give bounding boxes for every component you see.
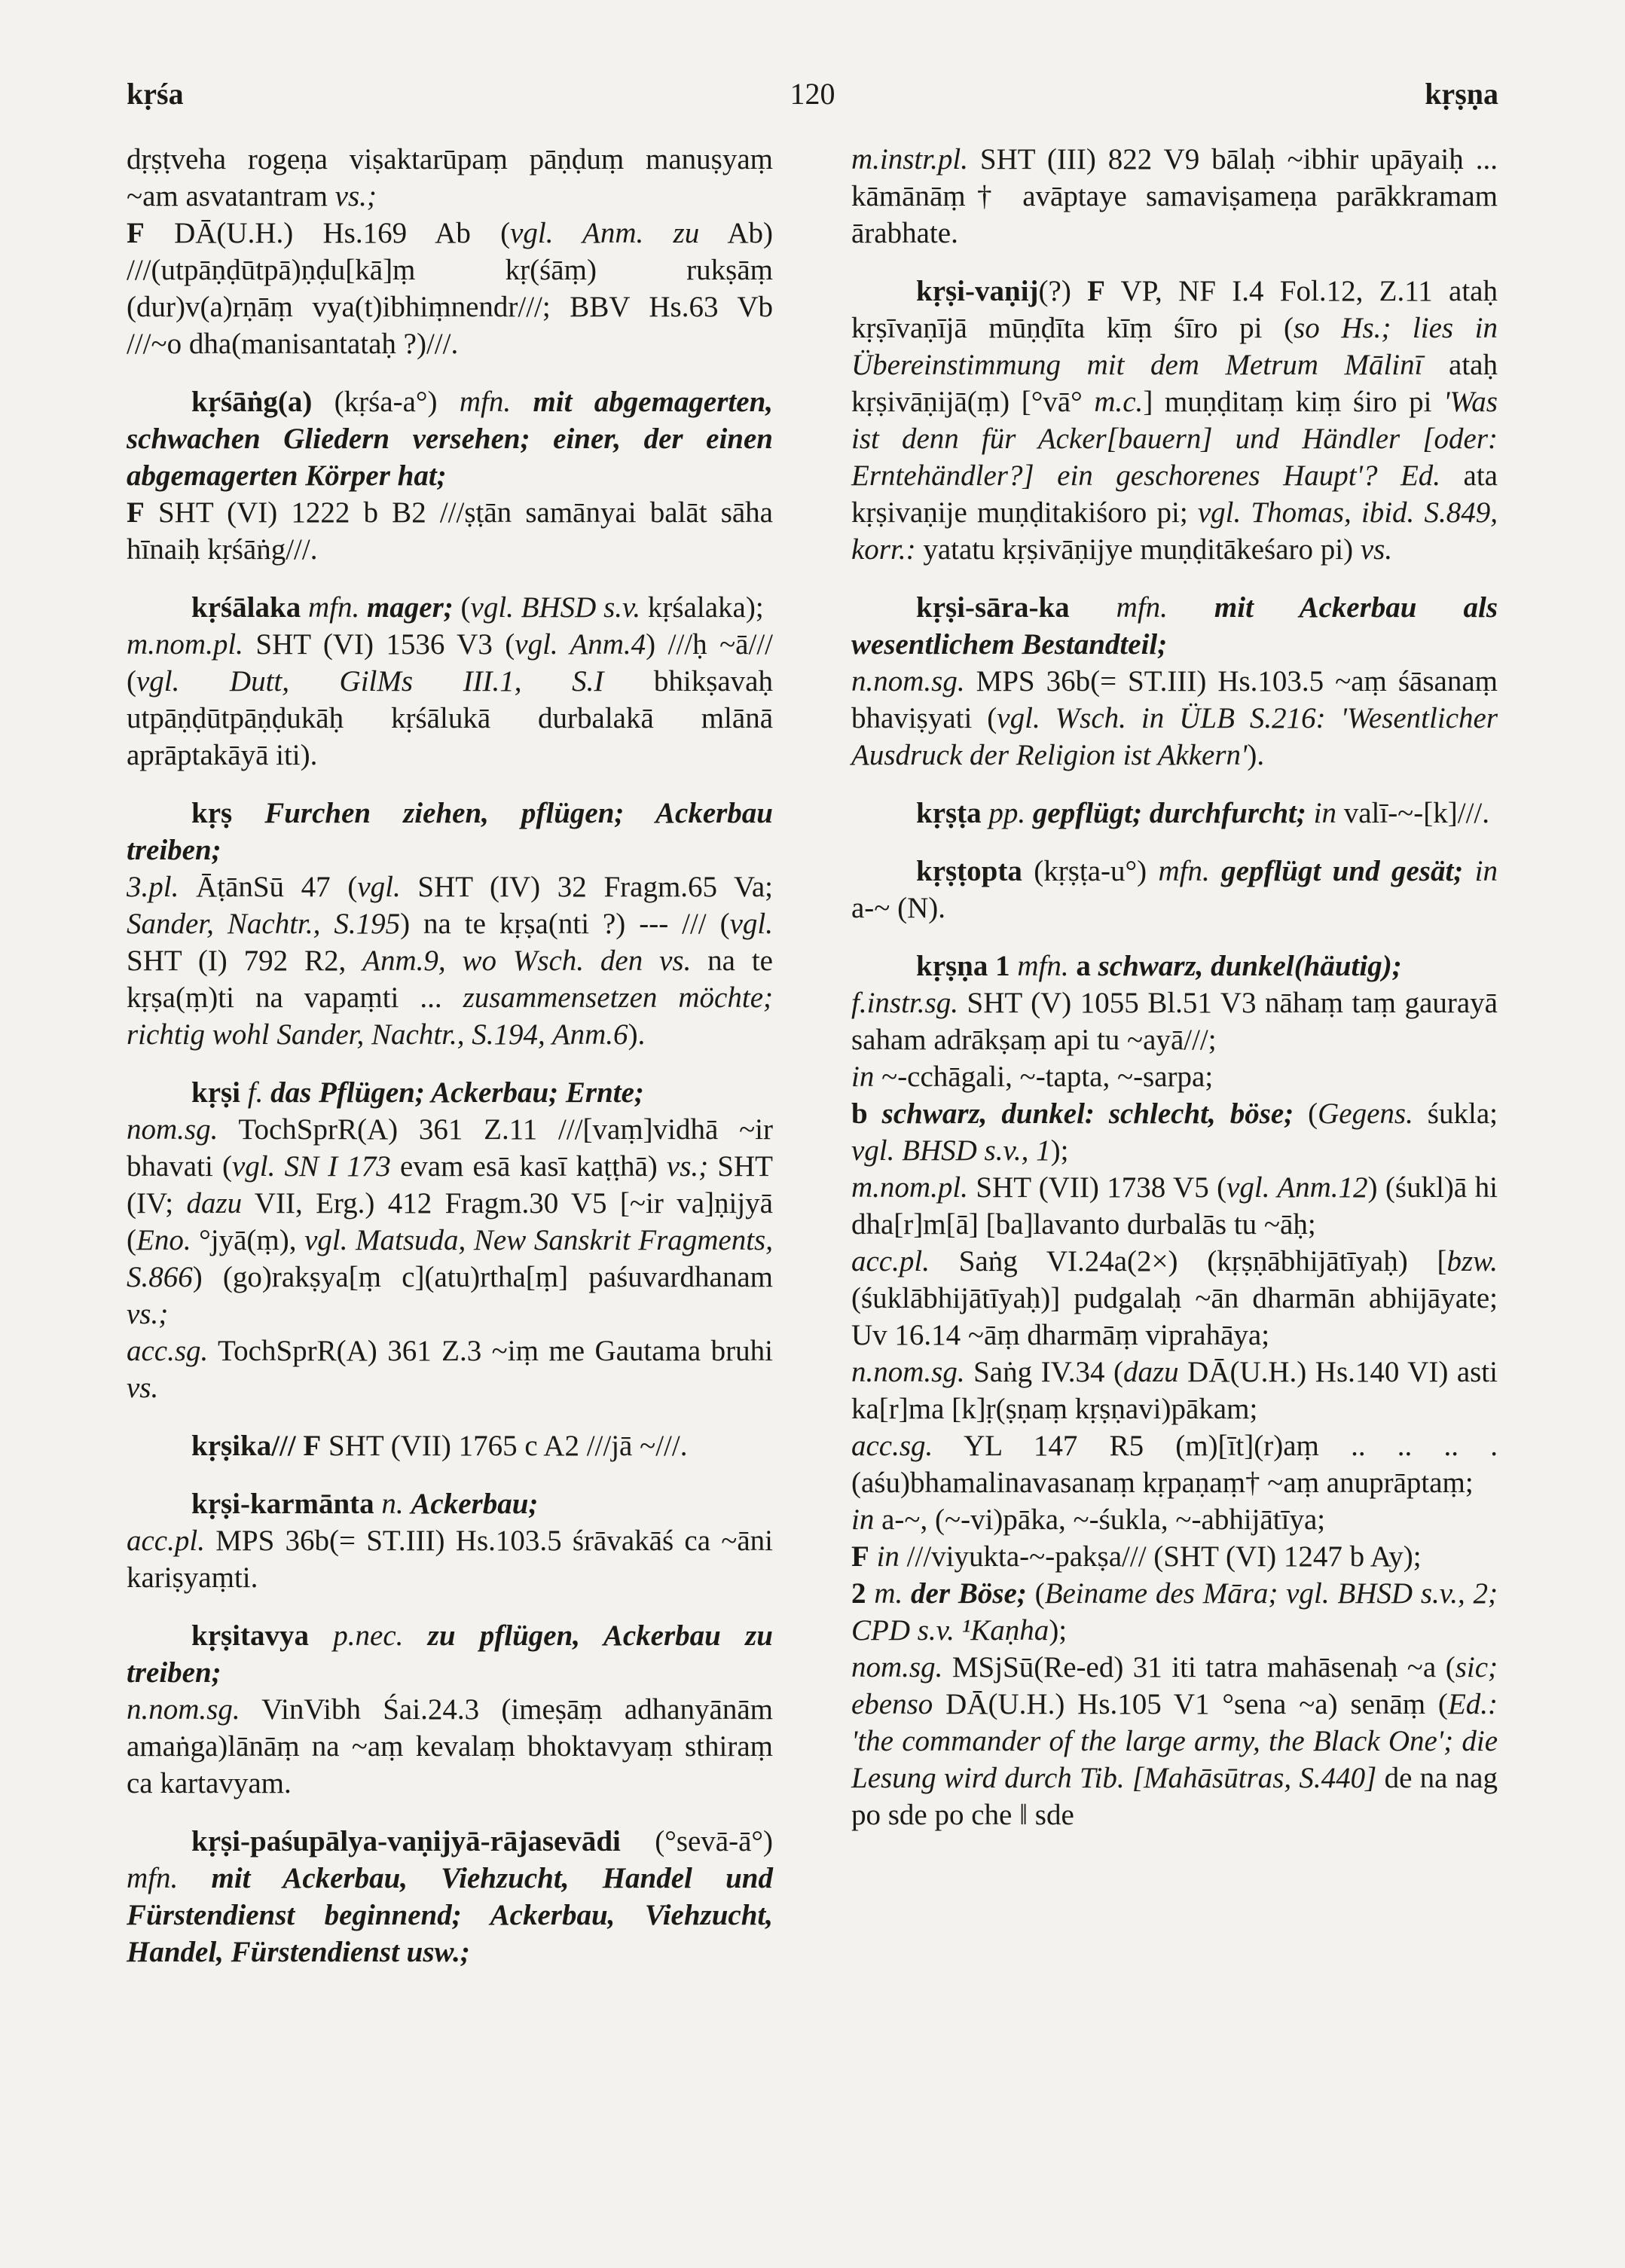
text-run: VII, Erg.) 412 Fragm.30 V5 [~ir va]ṇijyā ( bbox=[127, 1187, 773, 1256]
text-run: Ackerbau; bbox=[411, 1488, 539, 1520]
text-run: ) (śukl)ā hi dha[r]m[ā] [ba]lavanto durbalās tu ~āḥ; bbox=[851, 1171, 1498, 1241]
text-run: yatatu kṛṣivāṇijye muṇḍitākeśaro pi) bbox=[915, 533, 1361, 566]
text-run: kṛṣ bbox=[191, 797, 233, 829]
text-run: SHT (III) 822 V9 bālaḥ ~ibhir upāyaiḥ ... kāmānāṃ† avāptaye samaviṣameṇa parākkramam ārabhate. bbox=[851, 143, 1498, 249]
text-run: b bbox=[851, 1097, 882, 1130]
text-run: Anm.9, wo Wsch. den vs. bbox=[362, 945, 692, 977]
dictionary-paragraph bbox=[127, 626, 773, 774]
text-run: nom.sg. bbox=[851, 1651, 943, 1683]
text-run: SHT (IV) 32 Fragm.65 Va; bbox=[400, 871, 773, 903]
text-run: Ed. bbox=[1400, 459, 1441, 492]
text-run: n. bbox=[374, 1488, 411, 1520]
text-run: sic; ebenso bbox=[851, 1651, 1498, 1720]
text-run: ). bbox=[628, 1018, 646, 1051]
text-run: acc.pl. bbox=[851, 1245, 930, 1277]
text-run: SHT (I) 792 R2, bbox=[127, 945, 363, 977]
text-run bbox=[296, 1430, 304, 1462]
text-run: Beiname des Māra; vgl. BHSD s.v., 2; CPD s.v. ¹Kaṇha bbox=[851, 1577, 1498, 1647]
text-run: 'Was ist denn für Acker[bauern] und Händler [oder: Erntehändler?] ein geschorenes Haupt'? bbox=[851, 386, 1498, 492]
text-run: n.nom.sg. bbox=[851, 1356, 965, 1388]
text-run: na te kṛṣa(ṃ)ti na vapaṃti ... bbox=[127, 945, 773, 1014]
text-run: Furchen ziehen, pflügen; Ackerbau treiben; bbox=[127, 797, 773, 866]
dictionary-paragraph bbox=[127, 795, 773, 868]
text-run: F bbox=[127, 217, 145, 249]
guide-word-right: kṛṣṇa bbox=[1425, 77, 1498, 111]
text-run: (?) bbox=[1038, 275, 1088, 307]
dictionary-paragraph bbox=[851, 1243, 1498, 1354]
dictionary-paragraph bbox=[851, 948, 1498, 984]
text-run: schwarz, dunkel: schlecht, böse; bbox=[881, 1097, 1294, 1130]
dictionary-paragraph bbox=[851, 795, 1498, 832]
text-run: SHT (IV; bbox=[127, 1150, 773, 1219]
text-run: vgl. Anm.12 bbox=[1226, 1171, 1368, 1204]
text-run: gepflügt; durchfurcht; bbox=[1032, 797, 1306, 829]
text-run: vgl. Anm.4 bbox=[515, 628, 646, 661]
text-run: zusammensetzen möchte; richtig wohl Sander, Nachtr., S.194, Anm.6 bbox=[127, 981, 773, 1051]
text-run: DĀ(U.H.) Hs.169 Ab ( bbox=[144, 217, 511, 249]
right-column bbox=[851, 141, 1498, 1970]
text-run: ) (go)rakṣya[ṃ c](atu)rtha[ṃ] paśuvardhanam bbox=[192, 1261, 773, 1293]
text-run: DĀ(U.H.) Hs.105 V1 °sena ~a) senāṃ ( bbox=[933, 1688, 1448, 1720]
text-run: F bbox=[127, 496, 145, 529]
text-run: ///viyukta-~-pakṣa/// (SHT (VI) 1247 b Ay); bbox=[906, 1540, 1422, 1573]
left-column bbox=[127, 141, 773, 1970]
text-run: SHT (VII) 1765 c A2 ///jā ~///. bbox=[321, 1430, 688, 1462]
text-run: vgl. Dutt, GilMs III.1, S.I bbox=[136, 665, 604, 697]
text-run: kṛṣi-paśupālya-vaṇijyā-rājasevādi bbox=[191, 1825, 621, 1857]
text-run: Saṅg VI.24a(2×) (kṛṣṇābhijātīyaḥ) [ bbox=[929, 1245, 1447, 1277]
dictionary-paragraph bbox=[851, 1575, 1498, 1649]
dictionary-paragraph bbox=[127, 1427, 773, 1464]
text-run: SHT (VI) 1536 V3 ( bbox=[243, 628, 515, 661]
text-run: vgl. bbox=[729, 908, 773, 940]
text-run: m. bbox=[874, 1577, 912, 1610]
text-run: vs.; bbox=[334, 180, 377, 212]
text-run: de na nag po sde po che ‖ sde bbox=[851, 1762, 1498, 1831]
text-run: vgl. Matsuda, New Sanskrit Fragments, S.866 bbox=[127, 1224, 773, 1293]
text-run: ~-cchāgali, ~-tapta, ~-sarpa; bbox=[874, 1061, 1214, 1093]
text-run: kṛṣṇa 1 bbox=[916, 950, 1010, 982]
text-run: MPS 36b(= ST.III) Hs.103.5 śrāvakāś ca ~āni kariṣyaṃti. bbox=[127, 1525, 773, 1594]
text-run: vgl. Wsch. in ÜLB S.216: 'Wesentlicher Ausdruck der Religion ist Akkern' bbox=[851, 702, 1498, 771]
text-run: vs. bbox=[1360, 533, 1393, 566]
text-run: ) na te kṛṣa(nti ?) --- /// ( bbox=[400, 908, 730, 940]
text-run: ( bbox=[1026, 1577, 1045, 1610]
text-run: in bbox=[869, 1540, 907, 1573]
text-run: p.nec. bbox=[309, 1619, 428, 1652]
text-run: acc.sg. bbox=[127, 1335, 209, 1367]
text-run: mfn. bbox=[127, 1862, 212, 1894]
text-run: vgl. SN I 173 bbox=[231, 1150, 391, 1183]
text-run: mager; bbox=[366, 591, 454, 624]
text-run: kṛṣi-karmānta bbox=[191, 1488, 374, 1520]
text-run: ( bbox=[453, 591, 471, 624]
text-run: SHT (VI) 1222 b B2 ///ṣṭān samānyai balāt sāha hīnaiḥ kṛśāṅg///. bbox=[127, 496, 773, 566]
dictionary-paragraph bbox=[127, 215, 773, 362]
text-run: (kṛśa-a°) bbox=[312, 386, 460, 418]
text-run: mfn. bbox=[1017, 950, 1077, 982]
text-run: kṛṣitavya bbox=[191, 1619, 309, 1652]
text-run: n.nom.sg. bbox=[127, 1693, 240, 1726]
text-run: so Hs.; lies in Übereinstimmung mit dem Metrum Mālinī bbox=[851, 312, 1498, 381]
text-run: in bbox=[851, 1503, 875, 1536]
dictionary-paragraph bbox=[127, 383, 773, 494]
text-run: ); bbox=[1050, 1134, 1069, 1167]
running-head bbox=[127, 75, 1498, 112]
text-run: dazu bbox=[186, 1187, 243, 1219]
text-run: ] muṇḍitaṃ kiṃ śiro pi bbox=[1143, 386, 1444, 418]
dictionary-paragraph bbox=[127, 1522, 773, 1596]
dictionary-paragraph bbox=[127, 589, 773, 626]
dictionary-paragraph bbox=[127, 1691, 773, 1802]
dictionary-paragraph bbox=[127, 1485, 773, 1522]
dictionary-paragraph bbox=[127, 1617, 773, 1691]
text-run: m.instr.pl. bbox=[851, 143, 968, 176]
text-run: kṛṣika/// bbox=[191, 1430, 296, 1462]
text-run: in bbox=[1306, 797, 1344, 829]
guide-word-left: kṛśa bbox=[127, 77, 184, 111]
dictionary-paragraph bbox=[851, 141, 1498, 252]
text-run: VP, NF I.4 Fol.12, Z.11 ataḥ kṛṣīvaṇījā mūṇḍīta kīṃ śīro pi ( bbox=[851, 275, 1498, 344]
text-run: VinVibh Śai.24.3 (imeṣāṃ adhanyānām amaṅga)lānāṃ na ~aṃ kevalaṃ bhoktavyaṃ sthiraṃ ca kartavyam. bbox=[127, 1693, 773, 1799]
text-run: (śuklābhijātīyaḥ)] pudgalaḥ ~ān dharmān abhijāyate; Uv 16.14 ~āṃ dharmāṃ viprahāya; bbox=[851, 1282, 1498, 1351]
text-run: schwarz, dunkel(häutig); bbox=[1098, 950, 1402, 982]
dictionary-paragraph bbox=[851, 1169, 1498, 1243]
text-run: der Böse; bbox=[911, 1577, 1027, 1610]
dictionary-paragraph bbox=[851, 853, 1498, 926]
text-run: ). bbox=[1247, 739, 1265, 771]
text-run: zu pflügen, Ackerbau zu treiben; bbox=[127, 1619, 773, 1689]
text-run: dazu bbox=[1123, 1356, 1179, 1388]
text-run: TochSprR(A) 361 Z.11 ///[vaṃ]vidhā ~ir bhavati ( bbox=[127, 1113, 773, 1183]
dictionary-paragraph bbox=[127, 494, 773, 568]
text-run: n.nom.sg. bbox=[851, 665, 965, 697]
dictionary-paragraph bbox=[127, 141, 773, 215]
text-run: ĀṭānSū 47 ( bbox=[179, 871, 358, 903]
text-run: F bbox=[851, 1540, 869, 1573]
text-run: vgl. BHSD s.v., 1 bbox=[851, 1134, 1051, 1167]
text-run: mfn. bbox=[459, 386, 533, 418]
dictionary-paragraph bbox=[127, 1074, 773, 1111]
text-run bbox=[1010, 950, 1018, 982]
text-run: kṛśālaka bbox=[191, 591, 301, 624]
text-run: dṛṣṭveha rogeṇa viṣaktarūpaṃ pāṇḍuṃ manuṣyaṃ ~am asvatantram bbox=[127, 143, 773, 212]
text-run: mfn. bbox=[301, 591, 367, 624]
text-run: vs. bbox=[127, 1372, 159, 1404]
text-run: mit Ackerbau als wesentlichem Bestandteil; bbox=[851, 591, 1498, 661]
text-run: 3.pl. bbox=[127, 871, 179, 903]
dictionary-paragraph bbox=[127, 1111, 773, 1332]
text-run: bhikṣavaḥ utpāṇḍūtpāṇḍukāḥ kṛśālukā durbalakā mlānā aprāptakāyā iti). bbox=[127, 665, 773, 771]
text-run bbox=[1377, 459, 1400, 492]
text-run: DĀ(U.H.) Hs.140 VI) asti ka[r]ma [k]ṛ(ṣṇaṃ kṛṣṇavi)pākam; bbox=[851, 1356, 1498, 1425]
text-run: Gegens. bbox=[1318, 1097, 1413, 1130]
dictionary-paragraph bbox=[851, 1058, 1498, 1095]
page-number: 120 bbox=[790, 77, 835, 111]
text-run: TochSprR(A) 361 Z.3 ~iṃ me Gautama bruhi bbox=[208, 1335, 773, 1367]
text-run: 2 bbox=[851, 1577, 875, 1610]
text-run: mfn. bbox=[1158, 855, 1222, 887]
text-run: kṛṣṭa bbox=[916, 797, 982, 829]
text-run: vgl. bbox=[357, 871, 401, 903]
text-run: vgl. Anm. zu bbox=[510, 217, 700, 249]
text-run: śukla; bbox=[1413, 1097, 1498, 1130]
text-run: Saṅg IV.34 ( bbox=[964, 1356, 1123, 1388]
text-run: gepflügt und gesät; bbox=[1221, 855, 1464, 887]
dictionary-paragraph bbox=[851, 1354, 1498, 1427]
dictionary-paragraph bbox=[851, 589, 1498, 663]
text-run: kṛṣi-sāra-ka bbox=[916, 591, 1070, 624]
dictionary-paragraph bbox=[127, 1332, 773, 1406]
text-run: MSjSū(Re-ed) 31 iti tatra mahāsenaḥ ~a ( bbox=[942, 1651, 1455, 1683]
dictionary-paragraph bbox=[851, 984, 1498, 1058]
text-run: f.instr.sg. bbox=[851, 987, 958, 1019]
dictionary-paragraph bbox=[851, 663, 1498, 774]
text-run: ); bbox=[1049, 1614, 1068, 1647]
text-run: f. bbox=[240, 1076, 271, 1109]
text-run: vgl. BHSD s.v. bbox=[470, 591, 641, 624]
text-run: ) ///ḥ ~ā/// ( bbox=[127, 628, 773, 697]
dictionary-paragraph bbox=[851, 1427, 1498, 1501]
text-run: in bbox=[1463, 855, 1498, 887]
text-columns bbox=[127, 141, 1498, 1970]
text-run: a-~ (N). bbox=[851, 892, 946, 924]
text-run: a-~, (~-vi)pāka, ~-śukla, ~-abhijātīya; bbox=[874, 1503, 1326, 1536]
text-run: valī-~-[k]///. bbox=[1343, 797, 1490, 829]
text-run: kṛṣṭopta bbox=[916, 855, 1022, 887]
text-run: ata kṛṣivaṇije muṇḍitakiśoro pi; bbox=[851, 459, 1498, 529]
dictionary-paragraph bbox=[851, 1501, 1498, 1538]
text-run: mit abgemagerten, schwachen Gliedern versehen; einer, der einen abgemagerten Körper hat; bbox=[127, 386, 774, 492]
text-run: kṛśāṅg(a) bbox=[191, 386, 313, 418]
text-run: ataḥ kṛṣivāṇijā(ṃ) [°vā° bbox=[851, 349, 1498, 418]
text-run: Ed.: 'the commander of the large army, the Black One'; die Lesung wird durch Tib. [Mahāsūtras, S.440] bbox=[851, 1688, 1498, 1794]
text-run: MPS 36b(= ST.III) Hs.103.5 ~aṃ śāsanaṃ bhaviṣyati ( bbox=[851, 665, 1498, 734]
text-run: °jyā(ṃ), bbox=[191, 1224, 305, 1256]
text-run: vgl. Thomas, ibid. S.849, korr.: bbox=[851, 496, 1498, 566]
text-run: a bbox=[1076, 950, 1098, 982]
text-run: pp. bbox=[981, 797, 1033, 829]
text-run: vs.; bbox=[666, 1150, 709, 1183]
text-run: YL 147 R5 (m)[īt](r)aṃ .. .. .. .(aśu)bhamalinavasanaṃ kṛpaṇaṃ† ~aṃ anuprāptaṃ; bbox=[851, 1430, 1498, 1499]
text-run: kṛśalaka); bbox=[640, 591, 764, 624]
text-run: mit Ackerbau, Viehzucht, Handel und Fürstendienst beginnend; Ackerbau, Viehzucht, Handel, Fürstendienst usw.; bbox=[127, 1862, 773, 1968]
text-run: m.nom.pl. bbox=[851, 1171, 968, 1204]
dictionary-paragraph bbox=[851, 1538, 1498, 1575]
text-run: kṛṣi bbox=[191, 1076, 241, 1109]
text-run: vs.; bbox=[127, 1298, 169, 1330]
text-run: Eno. bbox=[136, 1224, 191, 1256]
dictionary-paragraph bbox=[851, 1095, 1498, 1169]
text-run: bzw. bbox=[1446, 1245, 1498, 1277]
text-run: Sander, Nachtr., S.195 bbox=[127, 908, 401, 940]
text-run: evam esā kasī kaṭṭhā) bbox=[390, 1150, 667, 1183]
dictionary-paragraph bbox=[851, 1649, 1498, 1833]
text-run: Ab) ///(utpāṇḍūtpā)ṇḍu[kā]ṃ kṛ(śāṃ) rukṣāṃ (dur)v(a)rṇāṃ vya(t)ibhiṃnendr///; BBV Hs.63 Vb ///~o dha(manisantataḥ ?)///. bbox=[127, 217, 774, 360]
text-run: kṛṣi-vaṇij bbox=[916, 275, 1039, 307]
dictionary-paragraph bbox=[127, 1823, 773, 1970]
dictionary-paragraph bbox=[127, 868, 773, 1053]
text-run: mfn. bbox=[1069, 591, 1214, 624]
text-run bbox=[232, 797, 264, 829]
text-run: F bbox=[1087, 275, 1105, 307]
text-run: nom.sg. bbox=[127, 1113, 218, 1146]
dictionary-paragraph bbox=[851, 273, 1498, 568]
text-run: acc.pl. bbox=[127, 1525, 205, 1557]
text-run: (°sevā-ā°) bbox=[620, 1825, 773, 1857]
text-run: ( bbox=[1294, 1097, 1318, 1130]
text-run: SHT (V) 1055 Bl.51 V3 nāhaṃ taṃ gaurayā saham adrākṣaṃ api tu ~ayā///; bbox=[851, 987, 1498, 1056]
text-run: das Pflügen; Ackerbau; Ernte; bbox=[270, 1076, 644, 1109]
text-run: (kṛṣṭa-u°) bbox=[1022, 855, 1159, 887]
text-run: acc.sg. bbox=[851, 1430, 933, 1462]
text-run: SHT (VII) 1738 V5 ( bbox=[967, 1171, 1227, 1204]
text-run: m.c. bbox=[1094, 386, 1144, 418]
text-run: m.nom.pl. bbox=[127, 628, 243, 661]
text-run: in bbox=[851, 1061, 875, 1093]
text-run: F bbox=[303, 1430, 322, 1462]
